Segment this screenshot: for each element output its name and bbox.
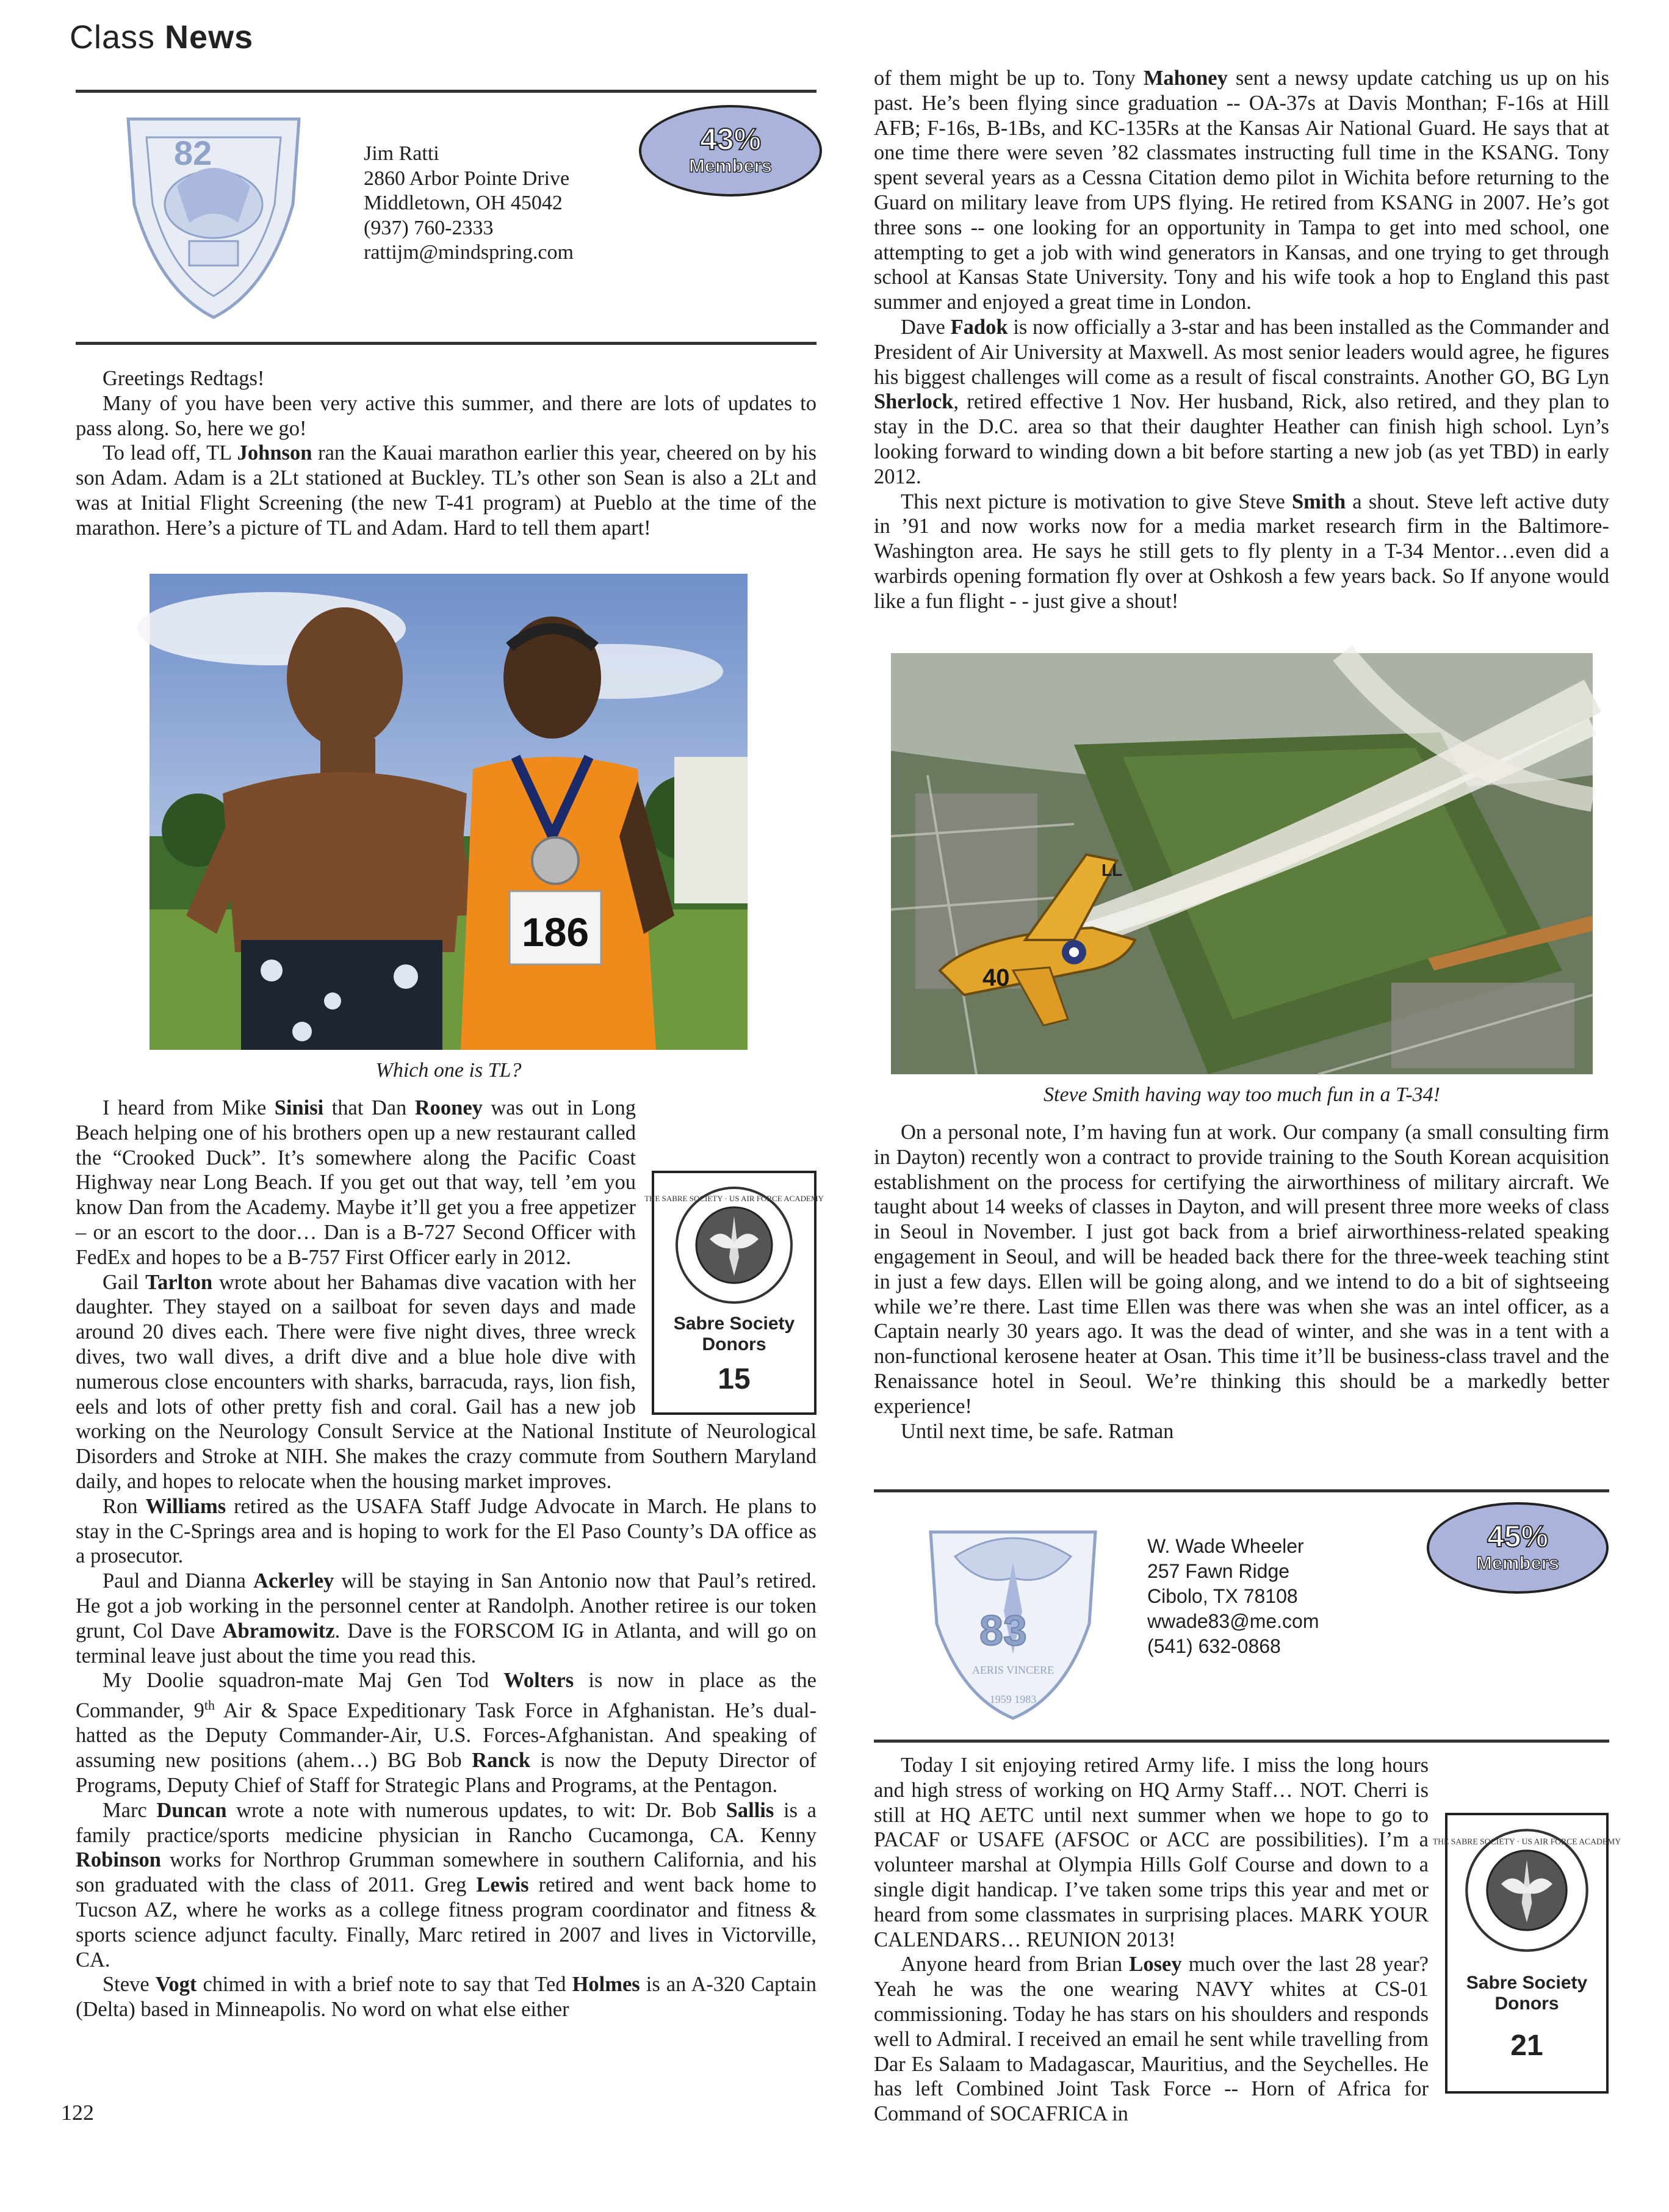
paragraph: Dave Fadok is now officially a 3-star and has been installed as the Commander and President of Air University at Maxwell. As most senior leaders would agree, he figures his biggest challenges will come as a result of fiscal constraints. Another GO, BG Lyn Sherlock, retired effective 1 Nov. Her husband, Rick, also retired, and they plan to stay in the D.C. area so that their daughter Heather can finish high school. Lyn’s looking forward to winding down a bit before starting a new job (as yet TBD) in early 2012. (874, 315, 1609, 488)
paragraph: Ron Williams retired as the USAFA Staff Judge Advocate in March. He plans to stay in the C-Springs area and is hoping to work for the El Paso County’s DA office as a prosecutor. (76, 1494, 817, 1568)
paragraph: Many of you have been very active this summer, and there are lots of updates to pass along. So, here we go! (76, 391, 816, 440)
class-82-contact (364, 142, 574, 266)
sabre-label-line2: Donors (702, 1334, 766, 1354)
sabre-label-line1: Sabre Society (673, 1314, 795, 1334)
contact-city: Middletown, OH 45042 (364, 192, 563, 214)
contact-phone: (541) 632-0868 (1147, 1635, 1281, 1657)
membership-label: Members (1476, 1552, 1560, 1574)
contact-city: Cibolo, TX 78108 (1147, 1585, 1298, 1607)
t34-airplane-photo (891, 653, 1593, 1074)
sabre-donor-count: 21 (1510, 2029, 1543, 2062)
class-83-crest-icon (925, 1520, 1101, 1721)
svg-text:THE SABRE SOCIETY · US AIR FOR: THE SABRE SOCIETY · US AIR FORCE ACADEMY (1432, 1837, 1621, 1846)
paragraph: My Doolie squadron-mate Maj Gen Tod Wolters is now in place as the Commander, 9th Air & Space Expeditionary Task Force in Afghanistan. He’s dual-hatted as the Deputy Commander-Air, U.S. Forces-Afghanistan. And speaking of assuming new positions (ahem…) BG Bob Ranck is now the Deputy Director of Programs, Deputy Chief of Staff for Strategic Plans and Programs, at the Pentagon. (76, 1669, 816, 1798)
contact-name: W. Wade Wheeler (1147, 1535, 1304, 1557)
membership-percent: 45% (1487, 1519, 1549, 1553)
caption-photo-1: Which one is TL? (375, 1059, 522, 1082)
contact-name: Jim Ratti (364, 142, 439, 165)
crest-82-numerals: 82 (174, 134, 212, 172)
paragraph: Gail Tarlton wrote about her Bahamas dive vacation with her daughter. They stayed on a sailboat for seven days and made around 20 dives each. There were five night dives, three wreck dives, two wall dives, a drift dive and a blue hole dive with numerous close encounters with sharks, barracuda, rays, lion fish, eels and lots of other pretty fish and coral. Gail has a new job working on the Neurology Consult Service at the National Institute of Neurological Disorders and Stroke at NIH. She makes the crazy commute from Southern Maryland daily, and hopes to relocate when the housing market improves. (76, 1270, 816, 1493)
membership-label: Members (688, 155, 773, 176)
top-rule-82 (76, 90, 816, 93)
paragraph: To lead off, TL Johnson ran the Kauai marathon earlier this year, cheered on by his son Adam. Adam is a 2Lt stationed at Buckley. TL’s other son Sean is also a 2Lt and was at Initial Flight Screening (the new T-41 program) at Pueblo at the time of the marathon. Here’s a picture of TL and Adam. Hard to tell them apart! (76, 441, 816, 540)
marathon-photo (150, 574, 748, 1050)
class-82-crest-icon (116, 113, 311, 323)
paragraph: On a personal note, I’m having fun at work. Our company (a small consulting firm in Dayton) recently won a contract to provide training to the South Korean acquisition establishment on the process for certifying the airworthiness of military aircraft. We taught about 14 weeks of classes in Dayton, and will present three more weeks of class in Seoul in November. I just got back from a brief airworthiness-related speaking engagement in Seoul, and will be headed back there for the three-week teaching stint in just a few days. Ellen will be going along, and we intend to do a bit of sightseeing while we’re there. Last time Ellen was there was when she was an intel officer, as a Captain nearly 30 years ago. It was the dead of winter, and she was in a tent with a non-functional kerosene heater at Osan. This time it’ll be business-class travel and the Renaissance hotel in Seoul. We’re thinking this should be a markedly better experience! (874, 1121, 1609, 1418)
paragraph: This next picture is motivation to give Steve Smith a shout. Steve left active duty in ’91 and now works now for a media market research firm in the Baltimore-Washington area. He says he still gets to fly plenty in a T-34 Mentor…even did a warbirds opening formation fly over at Oshkosh a few years back. So If anyone would like a fun flight - - just give a shout! (874, 490, 1609, 613)
sabre-label-line2: Donors (1494, 1993, 1559, 2014)
paragraph: Anyone heard from Brian Losey much over the last 28 year? Yeah he was the one wearing NAVY whites at CS-01 commissioning. Today he has stars on his shoulders and responds well to Admiral. I received an email he sent while travelling from Dar Es Salaam to Madagascar, Mauritius, and the Seychelles. He has left Combined Joint Task Force -- Horn of Africa for Command of SOCAFRICA in (874, 1953, 1429, 2126)
bottom-rule-83 (874, 1740, 1609, 1743)
plane-nose-number: 40 (982, 964, 1010, 991)
bottom-rule-82 (76, 342, 816, 345)
bib-number: 186 (522, 909, 589, 955)
paragraph: of them might be up to. Tony Mahoney sent a newsy update catching us up on his past. He’s been flying since graduation -- OA-37s at Davis Monthan; F-16s at Hill AFB; F-16s, B-1Bs, and KC-135Rs at the Kansas Air National Guard. He says that at one time there were seven ’82 classmates instructing full time in the KSANG. Tony spent several years as a Cessna Citation demo pilot in Wichita before returning to the Guard on military leave from UPS flying. He retired from KSANG in 2007. He’s got three sons -- one looking for an opportunity in Tampa to get into med school, one attempting to get a job with wind generators in Kansas, and one trying to get through school at Kansas State University. Tony and his wife took a hop to England this past summer and enjoyed a great time in London. (874, 67, 1610, 314)
paragraph: Today I sit enjoying retired Army life. I miss the long hours and high stress of working on HQ Army Staff… NOT. Cherri is still at HQ AETC until next summer when we hope to go to PACAF or USAFE (AFSOC or ACC are possibilities). I’m a volunteer marshal at Olympia Hills Golf Course and down to a single digit handicap. I’ve taken some trips this year and met or heard from some classmates in surprising places. MARK YOUR CALENDARS… REUNION 2013! (874, 1754, 1429, 1951)
sabre-donor-count: 15 (718, 1363, 751, 1395)
contact-email[interactable]: wwade83@me.com (1147, 1610, 1319, 1632)
crest-83-numerals: 83 (979, 1607, 1027, 1654)
section-header (70, 18, 253, 56)
sabre-society-seal-icon (644, 1184, 824, 1306)
column-2-upper (874, 66, 1609, 614)
crest-83-years: 1959 1983 (989, 1693, 1037, 1705)
top-rule-83 (874, 1489, 1609, 1492)
class-83-contact (1147, 1534, 1319, 1659)
membership-badge-83 (1427, 1502, 1609, 1594)
membership-badge-82 (639, 105, 822, 197)
paragraph: Paul and Dianna Ackerley will be staying in San Antonio now that Paul’s retired. He got a job working in the personnel center at Randolph. Another retiree is our token grunt, Col Dave Abramowitz. Dave is the FORSCOM IG in Atlanta, and will go on terminal leave just about the time you read this. (76, 1569, 816, 1668)
paragraph: Steve Vogt chimed in with a brief note to say that Ted Holmes is an A-320 Captain (Delta) based in Minneapolis. No word on what else either (76, 1973, 816, 2022)
contact-phone: (937) 760-2333 (364, 216, 494, 239)
contact-street: 2860 Arbor Pointe Drive (364, 167, 570, 190)
caption-photo-2: Steve Smith having way too much fun in a T-34! (1044, 1083, 1440, 1106)
contact-email[interactable]: rattijm@mindspring.com (364, 241, 574, 264)
sabre-label-line1: Sabre Society (1466, 1973, 1588, 1993)
crest-83-motto: AERIS VINCERE (971, 1664, 1054, 1676)
column-2-middle (874, 1120, 1609, 1444)
paragraph: Until next time, be safe. Ratman (901, 1419, 1174, 1443)
page-number: 122 (61, 2100, 94, 2125)
header-title-bold: News (165, 19, 254, 56)
plane-tail-code: LL (1101, 861, 1123, 880)
sabre-society-box-83 (1432, 1813, 1621, 2094)
paragraph: Marc Duncan wrote a note with numerous updates, to wit: Dr. Bob Sallis is a family practice/sports medicine physician in Rancho Cucamonga, CA. Kenny Robinson works for Northrop Grumman somewhere in southern California, and his son graduated with the class of 2011. Greg Lewis retired and went back home to Tucson AZ, where he works as a college fitness program coordinator and fitness & sports science adjunct faculty. Finally, Marc retired in 2007 and lives in Victorville, CA. (76, 1798, 816, 1972)
sabre-society-box-82 (644, 1171, 824, 1415)
sabre-society-seal-icon (1432, 1826, 1621, 1954)
header-title-light: Class (70, 19, 156, 56)
svg-text:THE SABRE SOCIETY · US AIR FOR: THE SABRE SOCIETY · US AIR FORCE ACADEMY (644, 1194, 824, 1203)
paragraph: I heard from Mike Sinisi that Dan Rooney was out in Long Beach helping one of his brothers open up a new restaurant called the “Crooked Duck”. It’s somewhere along the Pacific Coast Highway near Long Beach. If you get out that way, tell ’em you know Dan from the Academy. Maybe it’ll get you a free appetizer – or an escort to the door… Dan is a B-727 Second Officer with FedEx and hopes to be a B-757 First Officer early in 2012. (76, 1096, 636, 1269)
paragraph: Greetings Redtags! (103, 367, 265, 390)
column-1-upper (76, 366, 816, 541)
membership-percent: 43% (699, 122, 762, 156)
contact-street: 257 Fawn Ridge (1147, 1560, 1290, 1582)
